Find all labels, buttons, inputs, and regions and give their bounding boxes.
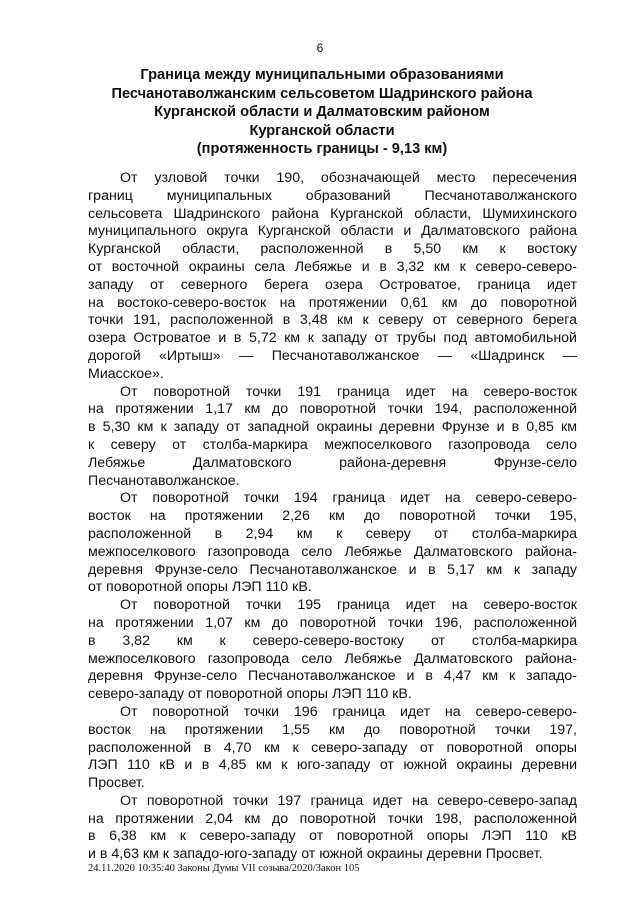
paragraph-line: Песчанотаволжанское. [88, 472, 240, 489]
paragraph-line: дорогой «Иртыш» — Песчанотаволжанское — «Шадринск — [88, 347, 577, 364]
paragraph-line: в 6,38 км к северо-западу от поворотной опоры ЛЭП 110 кВ [88, 828, 577, 845]
title-line: Граница между муниципальными образованиями [140, 67, 504, 83]
paragraph-line: на протяжении 1,17 км до поворотной точки 194, расположенной [88, 401, 577, 418]
paragraph-line: расположенной в 4,70 км к северо-западу от поворотной опоры [88, 739, 577, 756]
paragraph-line: на востоко-северо-восток на протяжении 0,61 км до поворотной [88, 294, 577, 311]
paragraph-line: Просвет. [88, 775, 145, 792]
paragraph-line: межпоселкового газопровода село Лебяжье Далматовского района- [88, 543, 577, 560]
paragraph-line: восток на протяжении 2,26 км до поворотной точки 195, [88, 508, 577, 525]
paragraph-line: От поворотной точки 196 граница идет на северо-северо- [120, 703, 577, 720]
paragraph-line: западу от северного берега озера Островатое, граница идет [88, 276, 577, 293]
paragraph-line: деревня Фрунзе-село Песчанотаволжанское и в 5,17 км к западу [88, 561, 577, 578]
paragraph-line: северо-западу от поворотной опоры ЛЭП 110 кВ. [88, 686, 412, 703]
title-line-length: (протяженность границы - 9,13 км) [196, 141, 448, 158]
paragraph-line: от восточной окраины села Лебяжье и в 3,32 км к северо-северо- [88, 258, 577, 275]
paragraph-line: межпоселкового газопровода село Лебяжье Далматовского района- [88, 650, 577, 667]
document-body [88, 170, 577, 864]
paragraph-line: От поворотной точки 197 граница идет на северо-северо-запад [120, 792, 577, 809]
paragraph-line: деревня Фрунзе-село Песчанотаволжанское и в 4,47 км к западо- [88, 668, 577, 685]
paragraph-line: муниципального округа Курганской области и Далматовского района [88, 223, 577, 240]
paragraph-line: точки 191, расположенной в 3,48 км к северу от северного берега [88, 312, 577, 329]
paragraph [88, 490, 577, 597]
paragraph-line: к северу от столба-маркира межпоселкового газопровода село [88, 436, 577, 453]
paragraph-line: От поворотной точки 195 граница идет на северо-восток [120, 597, 577, 614]
document-title [72, 66, 572, 159]
paragraph [88, 597, 577, 704]
paragraph-line: Курганской области, расположенной в 5,50 км к востоку [88, 241, 577, 258]
paragraph-line: от поворотной опоры ЛЭП 110 кВ. [88, 579, 312, 596]
page-number: 6 [316, 41, 324, 55]
title-line: Песчанотаволжанским сельсоветом Шадринского района [111, 85, 533, 102]
paragraph [88, 384, 577, 491]
title-line: Курганской области [249, 122, 395, 139]
paragraph-line: границ муниципальных образований Песчанотаволжанского [88, 187, 577, 204]
paragraph-line: в 3,82 км к северо-северо-востоку от столба-маркира [88, 632, 577, 649]
paragraph-line: От поворотной точки 194 граница идет на северо-северо- [120, 490, 577, 507]
paragraph-line: сельсовета Шадринского района Курганской области, Шумихинского [88, 205, 577, 222]
title-line: Курганской области и Далматовским районом [154, 104, 490, 121]
paragraph-line: на протяжении 1,07 км до поворотной точки 196, расположенной [88, 614, 577, 631]
paragraph-line: Миасское». [88, 365, 164, 382]
paragraph [88, 704, 577, 793]
paragraph-line: От поворотной точки 191 граница идет на северо-восток [120, 383, 577, 400]
paragraph-line: Лебяжье Далматовского района-деревня Фрунзе-село [88, 454, 577, 471]
paragraph-line: От узловой точки 190, обозначающей место пересечения [120, 170, 577, 186]
paragraph-line: ЛЭП 110 кВ и в 4,85 км к юго-западу от южной окраины деревни [88, 757, 577, 774]
paragraph-line: озера Островатое и в 5,72 км к западу от трубы под автомобильной [88, 330, 577, 347]
paragraph [88, 793, 577, 864]
paragraph-line: в 5,30 км к западу от западной окраины деревни Фрунзе и в 0,85 км [88, 419, 577, 436]
paragraph-line: восток на протяжении 1,55 км до поворотной точки 197, [88, 721, 577, 738]
paragraph-line: на протяжении 2,04 км до поворотной точки 198, расположенной [88, 810, 577, 827]
paragraph [88, 170, 577, 384]
footer-timestamp: 24.11.2020 10:35:40 Законы Думы VII созыва/2020/Закон 105 [88, 863, 360, 874]
paragraph-line: расположенной в 2,94 км к северу от столба-маркира [88, 525, 577, 542]
paragraph-line: и в 4,63 км к западо-юго-западу от южной окраины деревни Просвет. [88, 846, 543, 863]
